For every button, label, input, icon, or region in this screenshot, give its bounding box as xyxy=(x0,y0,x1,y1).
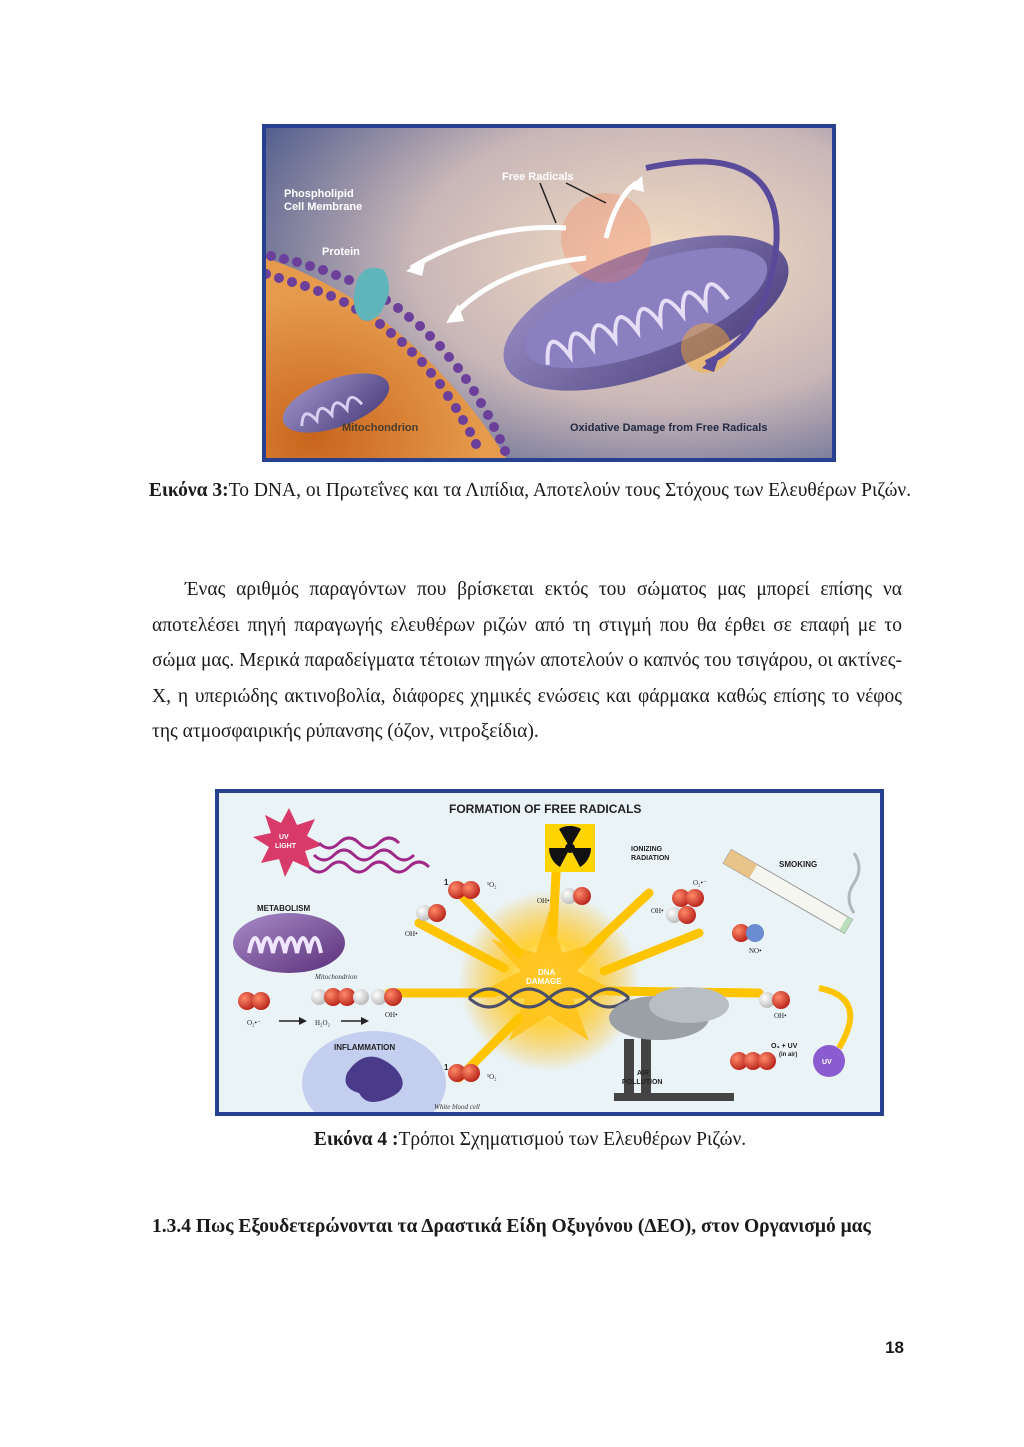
label-inflammation: INFLAMMATION xyxy=(334,1043,396,1052)
figure-3-label: Εικόνα 3: xyxy=(148,480,229,501)
page-number: 18 xyxy=(885,1338,904,1357)
label-protein: Protein xyxy=(322,246,360,258)
label-uv: UV xyxy=(279,834,289,841)
label-oh-1: OH• xyxy=(405,930,418,938)
label-superoxide-1: O₂•⁻ xyxy=(693,879,707,887)
figure-4-label: Εικόνα 4 : xyxy=(313,1129,399,1150)
label-air: AIR xyxy=(637,1070,650,1077)
label-oh-4: OH• xyxy=(774,1012,787,1020)
label-dna: DNA xyxy=(538,968,556,977)
figure-4-title: FORMATION OF FREE RADICALS xyxy=(449,802,642,816)
label-cell-membrane: Cell Membrane xyxy=(284,201,363,213)
label-pollution: POLLUTION xyxy=(622,1079,663,1086)
label-no: NO• xyxy=(749,947,762,955)
label-metabolism: METABOLISM xyxy=(257,904,311,913)
label-in-air: (in air) xyxy=(779,1052,798,1058)
label-singlet-1: ¹O₂ xyxy=(487,881,497,889)
figure-3-text: Το DNA, οι Πρωτεΐνες και τα Λιπίδια, Αποτελούν τους Στόχους των Ελευθέρων Ριζών. xyxy=(228,480,912,501)
label-radiation: RADIATION xyxy=(631,855,670,862)
label-oh-3: OH• xyxy=(651,907,664,915)
label-light: LIGHT xyxy=(275,843,296,850)
label-free-radicals: Free Radicals xyxy=(502,171,574,183)
label-oh-2: OH• xyxy=(537,897,550,905)
figure-4-text: Τρόποι Σχηματισμού των Ελευθέρων Ριζών. xyxy=(398,1129,747,1150)
figure-3-caption xyxy=(140,478,920,503)
label-uv-orb: UV xyxy=(822,1059,832,1066)
label-superoxide-2: O₂•⁻ xyxy=(247,1019,261,1027)
label-phospholipid: Phospholipid xyxy=(284,188,354,200)
label-smoking: SMOKING xyxy=(779,860,818,869)
label-white-blood-cell: White blood cell xyxy=(434,1103,480,1111)
label-h2o2: H₂O₂ xyxy=(315,1019,330,1027)
label-damage: DAMAGE xyxy=(526,977,562,986)
figure-4-caption xyxy=(140,1127,920,1152)
free-radicals-formation-illustration xyxy=(219,793,880,1112)
label-ionizing: IONIZING xyxy=(631,846,663,853)
label-mitochondrion: Mitochondrion xyxy=(315,973,357,981)
label-num-2: 1 xyxy=(444,1063,449,1072)
section-heading: 1.3.4 Πως Εξουδετερώνονται τα Δραστικά Είδη Οξυγόνου (ΔΕΟ), στον Οργανισμό μας xyxy=(152,1216,871,1237)
label-num-1: 1 xyxy=(444,878,449,887)
body-paragraph: Ένας αριθμός παραγόντων που βρίσκεται εκτός του σώματος μας μπορεί επίσης να αποτελέσει πηγή παραγωγής ελευθέρων ριζών από τη στιγμή που θα έρθει σε επαφή με το σώμα μας. Μερικά παραδείγματα τέτοιων πηγών αποτελούν ο καπνός του τσιγάρου, οι ακτίνες-Χ, η υπεριώδης ακτινοβολία, διάφορες χημικές ενώσεις και φάρμακα καθώς επίσης το νέφος της ατμοσφαιρικής ρύπανσης (όζον, νιτροξείδια). xyxy=(152,579,902,742)
label-oh-5: OH• xyxy=(385,1011,398,1019)
label-singlet-2: ¹O₂ xyxy=(487,1073,497,1081)
figure-oxidative-damage xyxy=(262,124,836,462)
figure-formation-free-radicals xyxy=(215,789,884,1116)
label-mitochondrion: Mitochondrion xyxy=(342,422,419,434)
oxidative-damage-illustration xyxy=(266,128,832,458)
label-ozone: O₃ + UV xyxy=(771,1043,798,1050)
label-oxidative-damage: Oxidative Damage from Free Radicals xyxy=(570,422,768,434)
